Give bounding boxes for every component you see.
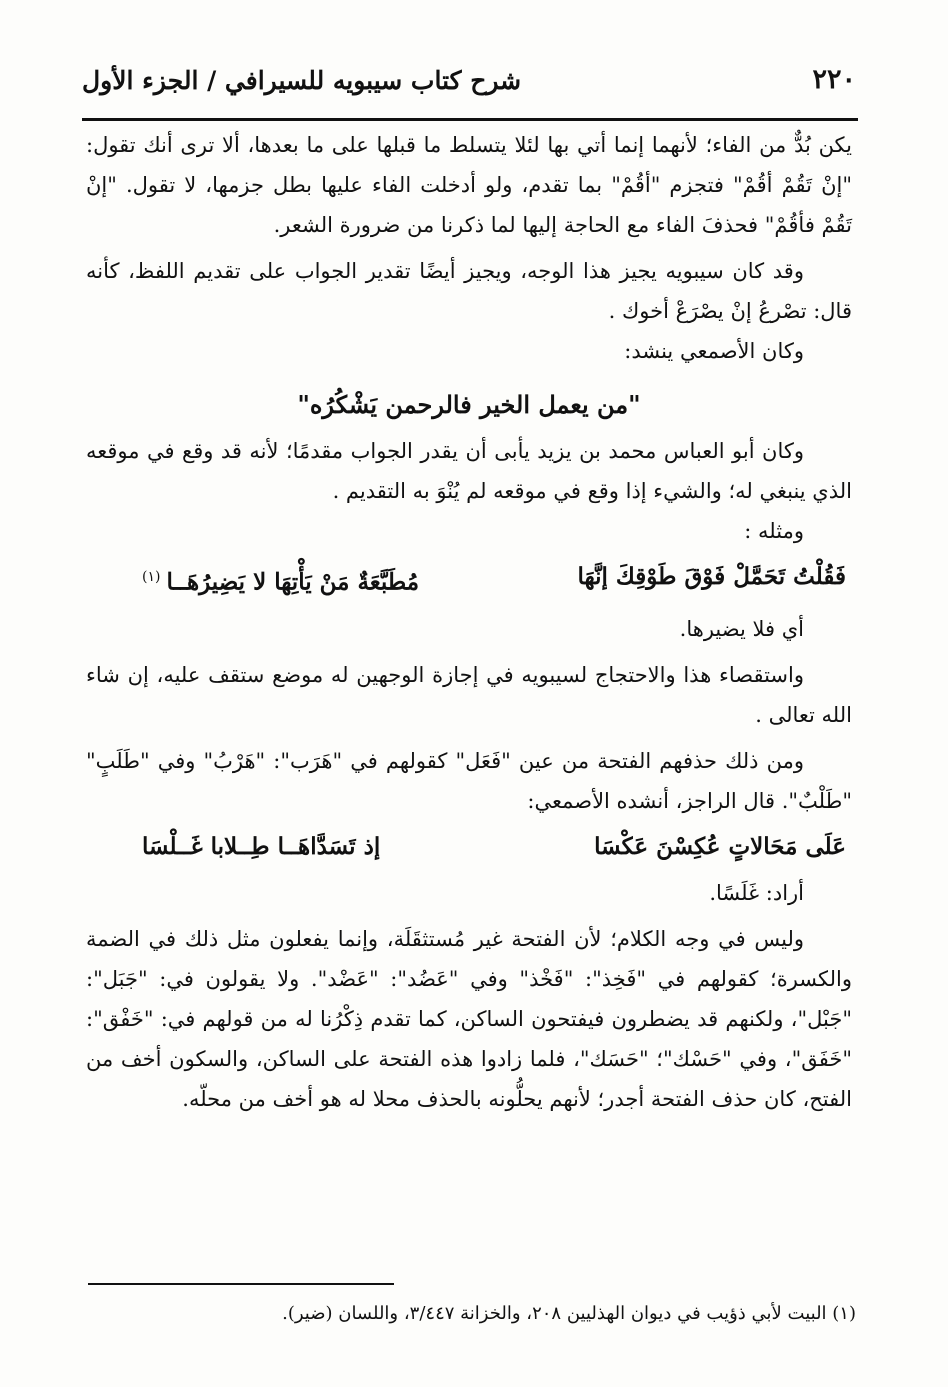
verse-second-text: مُطَبَّعَةٌ مَنْ يَأْتِهَا لا يَضِيرُهَــا — [166, 568, 420, 596]
main-text — [86, 125, 852, 1119]
paragraph: وكان الأصمعي ينشد: — [624, 339, 804, 363]
running-title: شرح كتاب سيبويه للسيرافي / الجزء الأول — [82, 66, 522, 95]
paragraph: أراد: غَلَسًا. — [709, 880, 804, 905]
paragraph: يكن بُدٌّ من الفاء؛ لأنهما إنما أتي بها لئلا يتسلط ما قبلها على ما بعدها، ألا ترى أنك تقول: "إنْ تَقُمْ أقُمْ" فتجزم "أقُمْ" بما تقدم، ولو أدخلت الفاء عليها بطل جزمها، لا تقول. "إنْ تَقُمْ فأقُمْ" فحذفَ الفاء مع الحاجة إليها لما ذكرنا من ضرورة الشعر. — [86, 133, 852, 237]
paragraph: وكان أبو العباس محمد بن يزيد يأبى أن يقدر الجواب مقدمًا؛ لأنه قد وقع في موقعه الذي ينبغي له؛ والشيء إذا وقع في موقعه لم يُنْوَ به التقديم . — [86, 439, 852, 503]
page-header — [82, 62, 856, 114]
footnote: (١) البيت لأبي ذؤيب في ديوان الهذليين ٢٠٨، والخزانة ٣/٤٤٧، واللسان (ضير). — [282, 1303, 856, 1324]
paragraph: ومثله : — [744, 519, 804, 543]
verse-second-hemistich: إذ تَسَدَّاهَــا طِــلابا غَــلْسَا — [142, 832, 381, 860]
footnote-marker: (١) — [142, 569, 161, 585]
footnote-divider — [88, 1283, 394, 1285]
paragraph: ومن ذلك حذفهم الفتحة من عين "فَعَل" كقولهم في "هَرَب": "هَرْبُ" وفي "طَلَبٍ" "طَلْبٌ". قال الراجز، أنشده الأصمعي: — [86, 748, 852, 813]
verse-couplet — [86, 557, 852, 603]
paragraph: وليس في وجه الكلام؛ لأن الفتحة غير مُستثقَلَة، وإنما يفعلون مثل ذلك في الضمة والكسرة؛ كقولهم في "فَخِذ": "فَخْذ" وفي "عَضُد": "عَضْد". ولا يقولون في: "جَبَل": "جَبْل"، ولكنهم قد يضطرون فيفتحون الساكن، كما تقدم ذِكْرُنا له من قولهم في: "خَفْق": "خَفَق"، وفي "حَسْك"؛ "حَسَك"، فلما زادوا هذه الفتحة على الساكن، والسكون أخف من الفتح، كان حذف الفتحة أجدر؛ لأنهم يحلُّونه بالحذف محلا له هو أخف من محلّه. — [86, 926, 852, 1111]
paragraph: واستقصاء هذا والاحتجاج لسيبويه في إجازة الوجهين له موضع ستقف عليه، إن شاء الله تعالى . — [86, 662, 852, 727]
verse-quote: "من يعمل الخير فالرحمن يَشْكُرُه" — [297, 390, 641, 419]
header-divider — [82, 118, 858, 121]
verse-couplet — [86, 827, 852, 867]
verse-second-hemistich — [142, 557, 419, 603]
verse-first-hemistich: فَقُلْتُ تَحَمَّلْ فَوْقَ طَوْقِكَ إنَّهَا — [577, 563, 846, 590]
paragraph: أي فلا يضيرها. — [679, 616, 804, 641]
verse-first-hemistich: عَلَى مَحَالاتٍ عُكِسْنَ عَكْسَا — [594, 832, 846, 860]
page-number: ٢٢٠ — [812, 64, 856, 95]
paragraph: وقد كان سيبويه يجيز هذا الوجه، ويجيز أيضًا تقدير الجواب على تقديم اللفظ، كأنه قال: تصْرعُ إنْ يصْرَعْ أخوك . — [86, 259, 852, 323]
